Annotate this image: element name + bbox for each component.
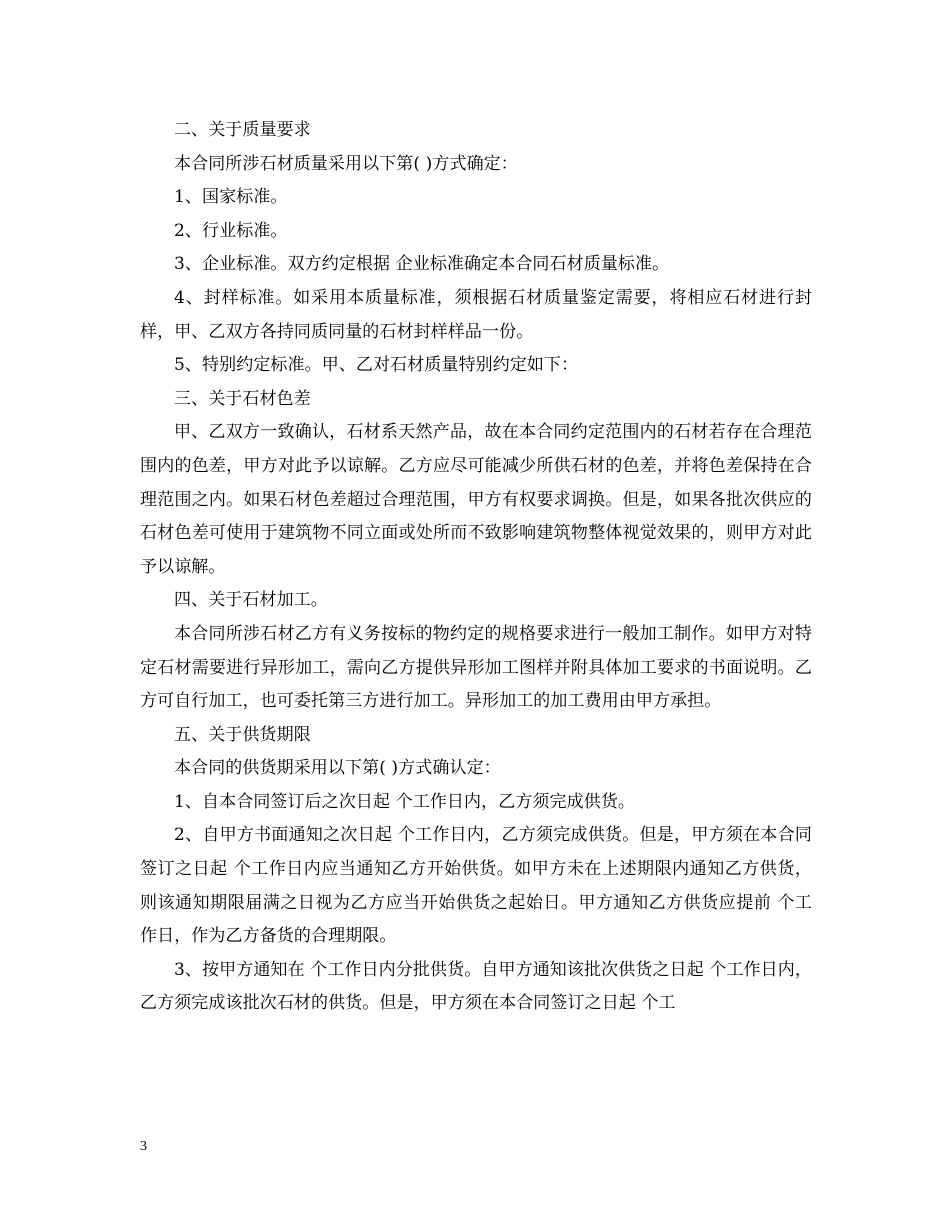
paragraph: 本合同所涉石材质量采用以下第( )方式确定： [174, 153, 518, 174]
list-item: 3、按甲方通知在 个工作日内分批供货。自甲方通知该批次供货之日起 个工作日内，乙方须完成该批次石材的供货。但是，甲方须在本合同签订之日起 个工 [140, 959, 812, 1014]
list-item: 2、行业标准。 [174, 220, 288, 241]
document-body [140, 114, 812, 1021]
list-item: 2、自甲方书面通知之次日起 个工作日内，乙方须完成供货。但是，甲方须在本合同签订之日起 个工作日内应当通知乙方开始供货。如甲方未在上述期限内通知乙方供货，则该通知期限届满之日视为乙方应当开始供货之起始日。甲方通知乙方供货应提前 个工作日，作为乙方备货的合理期限。 [140, 825, 812, 947]
paragraph: 甲、乙双方一致确认，石材系天然产品，故在本合同约定范围内的石材若存在合理范围内的色差，甲方对此予以谅解。乙方应尽可能减少所供石材的色差，并将色差保持在合理范围之内。如果石材色差超过合理范围，甲方有权要求调换。但是，如果各批次供应的石材色差可使用于建筑物不同立面或处所而不致影响建筑物整体视觉效果的，则甲方对此予以谅解。 [140, 422, 812, 577]
list-item: 1、国家标准。 [174, 187, 288, 208]
list-item: 1、自本合同签订后之次日起 个工作日内，乙方须完成供货。 [174, 791, 636, 812]
paragraph: 本合同所涉石材乙方有义务按标的物约定的规格要求进行一般加工制作。如甲方对特定石材需要进行异形加工，需向乙方提供异形加工图样并附具体加工要求的书面说明。乙方可自行加工，也可委托第三方进行加工。异形加工的加工费用由甲方承担。 [140, 623, 812, 712]
paragraph: 本合同的供货期采用以下第( )方式确认定： [174, 758, 501, 779]
section-heading-quality: 二、关于质量要求 [174, 120, 311, 140]
section-heading-processing: 四、关于石材加工。 [174, 590, 328, 611]
list-item: 5、特别约定标准。甲、乙对石材质量特别约定如下： [174, 355, 579, 376]
list-item: 3、企业标准。双方约定根据 企业标准确定本合同石材质量标准。 [174, 254, 670, 275]
section-heading-supply-period: 五、关于供货期限 [174, 724, 311, 745]
section-heading-color-difference: 三、关于石材色差 [174, 388, 311, 409]
page-number: 3 [140, 1139, 147, 1154]
list-item: 4、封样标准。如采用本质量标准，须根据石材质量鉴定需要，将相应石材进行封样，甲、乙双方各持同质同量的石材封样样品一份。 [140, 287, 812, 342]
